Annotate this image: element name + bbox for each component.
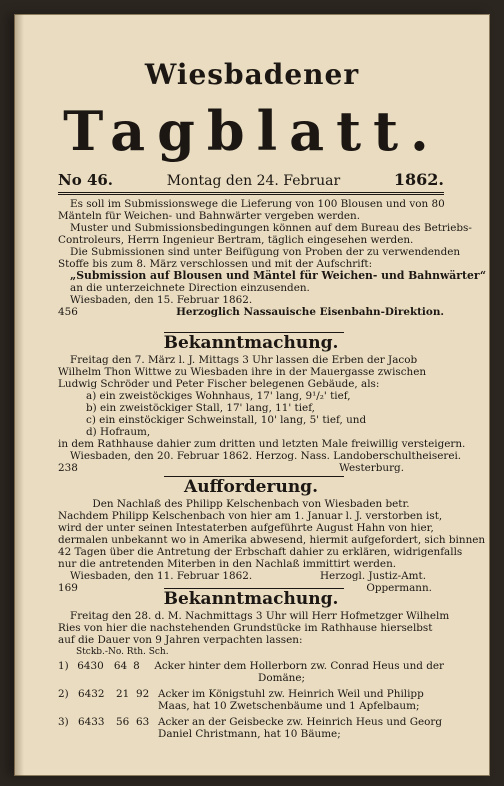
text-line: an die unterzeichnete Direction einzusenden. xyxy=(70,282,310,294)
table-row xyxy=(58,728,444,740)
text-line: nur die antretenden Miterben in den Nachlaß immittirt werden. xyxy=(58,558,397,570)
notice-office: Herzogl. Justiz-Amt. xyxy=(320,570,426,582)
row-index: 2) xyxy=(58,688,69,700)
notice-date: Wiesbaden, den 20. Februar 1862. Herzog. Nass. Landoberschultheiserei. xyxy=(70,450,462,462)
parcel-number: 6430 xyxy=(77,660,104,672)
issue-dateline xyxy=(58,170,444,190)
text-line: Ludwig Schröder und Peter Fischer belegenen Gebäude, als: xyxy=(58,378,380,390)
newspaper-page xyxy=(14,14,490,776)
notice-date: Wiesbaden, den 15. Februar 1862. xyxy=(70,294,253,306)
text-line: Mänteln für Weichen- und Bahnwärter vergeben werden. xyxy=(58,210,361,222)
text-line: in dem Rathhause dahier zum dritten und letzten Male freiwillig versteigern. xyxy=(58,438,466,450)
text-line: auf die Dauer von 9 Jahren verpachten lassen: xyxy=(58,634,303,646)
parcel-rth: 21 xyxy=(116,688,130,700)
header-rule xyxy=(58,192,444,195)
text-line: Die Submissionen sind unter Beifügung von Proben der zu verwendenden xyxy=(70,246,461,258)
parcel-rth: 64 xyxy=(113,660,128,672)
masthead-city: Wiesbadener xyxy=(144,58,360,91)
parcel-sch: 8 xyxy=(133,660,140,672)
text-line: Muster und Submissionsbedingungen können auf dem Bureau des Betriebs- xyxy=(70,222,472,234)
notice-signature: Oppermann. xyxy=(366,582,432,594)
text-line: Wilhelm Thon Wittwe zu Wiesbaden ihre in der Mauergasse zwischen xyxy=(58,366,427,378)
issue-date: Montag den 24. Februar xyxy=(166,173,341,189)
parcel-number: 6432 xyxy=(78,688,105,700)
parcel-description: Daniel Christmann, hat 10 Bäume; xyxy=(158,728,341,740)
text-line: Controleurs, Herrn Ingenieur Bertram, täglich eingesehen werden. xyxy=(58,234,414,246)
table-row xyxy=(58,700,444,712)
table-row xyxy=(58,660,444,672)
text-line: Freitag den 28. d. M. Nachmittags 3 Uhr will Herr Hofmetzger Wilhelm xyxy=(70,610,450,622)
notice-auction xyxy=(58,354,466,474)
notice-heading: Bekanntmachung. xyxy=(163,333,339,353)
text-line: Den Nachlaß des Philipp Kelschenbach von Wiesbaden betr. xyxy=(92,498,410,510)
text-line: Nachdem Philipp Kelschenbach von hier am 1. Januar l. J. verstorben ist, xyxy=(58,510,443,522)
parcel-description: Acker an der Geisbecke zw. Heinrich Heus und Georg xyxy=(158,716,443,728)
text-line: Ries von hier die nachstehenden Grundstücke im Rathhause hierselbst xyxy=(58,622,433,634)
parcel-sch: 63 xyxy=(136,716,150,728)
notice-ref: 238 xyxy=(58,462,78,474)
parcel-description: Acker im Königstuhl zw. Heinrich Weil und Philipp xyxy=(158,688,424,700)
list-item: c) ein einstöckiger Schweinstall, 10' lang, 5' tief, und xyxy=(86,414,367,426)
parcel-number: 6433 xyxy=(78,716,105,728)
notice-ref: 456 xyxy=(58,306,78,318)
issue-year: 1862. xyxy=(393,170,444,189)
notice-summons xyxy=(58,498,486,594)
notice-heading: Bekanntmachung. xyxy=(163,589,339,609)
issue-number: No 46. xyxy=(58,171,114,189)
parcel-description: Maas, hat 10 Zwetschenbäume und 1 Apfelbaum; xyxy=(158,700,420,712)
text-line: dermalen unbekannt wo in Amerika abwesend, hiermit aufgefordert, sich binnen xyxy=(58,534,486,546)
list-item: b) ein zweistöckiger Stall, 17' lang, 11' tief, xyxy=(86,402,315,414)
row-index: 3) xyxy=(58,716,69,728)
notice-submission xyxy=(58,198,487,318)
row-index: 1) xyxy=(58,660,69,672)
table-row xyxy=(58,716,444,728)
text-line: wird der unter seinen Intestaterben aufgeführte August Hahn von hier, xyxy=(58,522,434,534)
notice-heading: Aufforderung. xyxy=(184,477,318,497)
parcel-rth: 56 xyxy=(116,716,130,728)
notice-lease xyxy=(58,610,450,658)
text-line: Es soll im Submissionswege die Lieferung von 100 Blousen und von 80 xyxy=(70,198,445,210)
submission-quote: „Submission auf Blousen und Mäntel für Weichen- und Bahnwärter“ xyxy=(70,269,487,282)
text-line: Freitag den 7. März l. J. Mittags 3 Uhr lassen die Erben der Jacob xyxy=(70,354,418,366)
notice-signature: Westerburg. xyxy=(339,462,404,474)
text-line: 42 Tagen über die Antretung der Erbschaft dahier zu erklären, widrigenfalls xyxy=(58,546,463,558)
notice-ref: 169 xyxy=(58,582,78,594)
parcel-description: Domäne; xyxy=(258,672,305,684)
parcel-description: Acker hinter dem Hollerborn zw. Conrad Heus und der xyxy=(154,660,444,672)
notice-date: Wiesbaden, den 11. Februar 1862. xyxy=(70,570,253,582)
notice-signature: Herzoglich Nassauische Eisenbahn-Direktion. xyxy=(176,306,444,318)
text-line: Stoffe bis zum 8. März verschlossen und mit der Aufschrift: xyxy=(58,258,373,270)
table-row xyxy=(58,688,444,700)
table-row xyxy=(58,672,444,684)
masthead-title: Tagblatt. xyxy=(63,99,441,163)
list-item: a) ein zweistöckiges Wohnhaus, 17' lang, 9¹/₂' tief, xyxy=(86,390,351,402)
list-item: d) Hofraum, xyxy=(86,426,151,438)
parcel-sch: 92 xyxy=(136,688,150,700)
parcel-table xyxy=(58,660,444,740)
table-header: Stckb.-No. Rth. Sch. xyxy=(76,647,169,657)
